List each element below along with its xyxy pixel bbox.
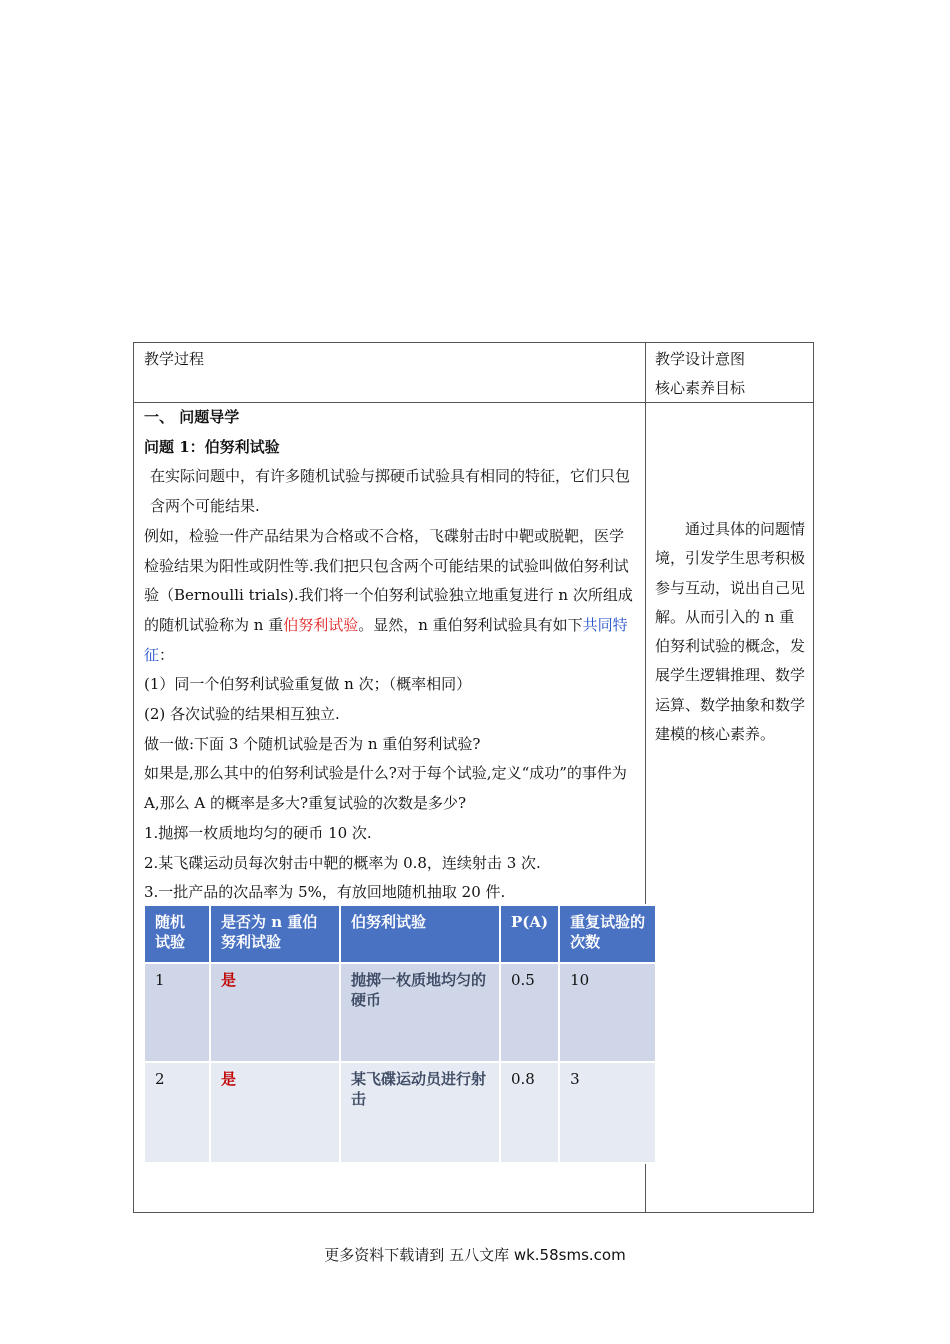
col-header-trial: 随机试验 bbox=[144, 905, 210, 963]
highlight-bernoulli: 伯努利试验 bbox=[283, 615, 359, 634]
cell-repeat-count: 10 bbox=[559, 963, 656, 1062]
design-intent-text bbox=[655, 515, 807, 749]
definition-text-cont: 。显然，n 重伯努利试验具有如下 bbox=[358, 615, 583, 634]
cell-is-bernoulli: 是 bbox=[210, 1062, 340, 1163]
definition-colon: ： bbox=[159, 645, 175, 664]
try-prompt: 做一做:下面 3 个随机试验是否为 n 重伯努利试验? bbox=[144, 734, 481, 753]
col-header-is-bernoulli: 是否为 n 重伯努利试验 bbox=[210, 905, 340, 963]
question-prompt: 如果是,那么其中的伯努利试验是什么?对于每个试验,定义“成功”的事件为 A,那么 A 的概率是多大?重复试验的次数是多少? bbox=[144, 764, 627, 813]
header-teaching-process: 教学过程 bbox=[144, 350, 205, 368]
section-title: 一、 问题导学 bbox=[144, 408, 240, 426]
header-right-line2: 核心素养目标 bbox=[655, 379, 746, 397]
footer-download-link[interactable]: 更多资料下载请到 五八文库 wk.58sms.com bbox=[324, 1246, 626, 1264]
example-2: 2.某飞碟运动员每次射击中靶的概率为 0.8，连续射击 3 次. bbox=[144, 853, 541, 872]
cell-repeat-count: 3 bbox=[559, 1062, 656, 1163]
cell-bernoulli-trial: 某飞碟运动员进行射击 bbox=[340, 1062, 500, 1163]
table-row bbox=[144, 1062, 656, 1163]
paragraph-definition bbox=[144, 522, 636, 671]
cell-trial: 1 bbox=[144, 963, 210, 1062]
teaching-content bbox=[144, 403, 636, 908]
cell-is-bernoulli: 是 bbox=[210, 963, 340, 1062]
col-header-repeat-count: 重复试验的次数 bbox=[559, 905, 656, 963]
design-intent-rest: 情境，引发学生思考积极参与互动，说出自己见解。从而引入的 n 重伯努利试验的概念，发展学生逻辑推理、数学运算、数学抽象和数学建模的核心素养。 bbox=[655, 520, 806, 744]
lesson-table bbox=[133, 342, 814, 1213]
cell-probability: 0.8 bbox=[500, 1062, 559, 1163]
header-right-line1: 教学设计意图 bbox=[655, 350, 746, 368]
col-header-bernoulli-trial: 伯努利试验 bbox=[340, 905, 500, 963]
question-title: 问题 1：伯努利试验 bbox=[144, 437, 280, 456]
cell-bernoulli-trial: 抛掷一枚质地均匀的硬币 bbox=[340, 963, 500, 1062]
feature-2: (2) 各次试验的结果相互独立. bbox=[144, 705, 340, 724]
paragraph-intro: 在实际问题中，有许多随机试验与掷硬币试验具有相同的特征，它们只包含两个可能结果. bbox=[150, 467, 631, 516]
header-design-intent bbox=[655, 345, 745, 403]
highlight-common-features: 共同特征 bbox=[144, 615, 628, 664]
cell-probability: 0.5 bbox=[500, 963, 559, 1062]
table-row bbox=[144, 963, 656, 1062]
feature-1: (1）同一个伯努利试验重复做 n 次；（概率相同） bbox=[144, 675, 472, 694]
design-intent-first: 通过具体的问题 bbox=[685, 520, 791, 538]
definition-text: 例如，检验一件产品结果为合格或不合格，飞碟射击时中靶或脱靶，医学检验结果为阳性或阴性等.我们把只包含两个可能结果的试验叫做伯努利试验（Bernoulli trials).我们将一个伯努利试验独立地重复进行 n 次所组成的随机试验称为 n 重 bbox=[144, 526, 633, 634]
bernoulli-table bbox=[143, 904, 657, 1164]
col-header-probability: P(A) bbox=[500, 905, 559, 963]
example-1: 1.抛掷一枚质地均匀的硬币 10 次. bbox=[144, 823, 372, 842]
cell-trial: 2 bbox=[144, 1062, 210, 1163]
example-3: 3.一批产品的次品率为 5%，有放回地随机抽取 20 件. bbox=[144, 883, 506, 902]
table-header-row bbox=[144, 905, 656, 963]
